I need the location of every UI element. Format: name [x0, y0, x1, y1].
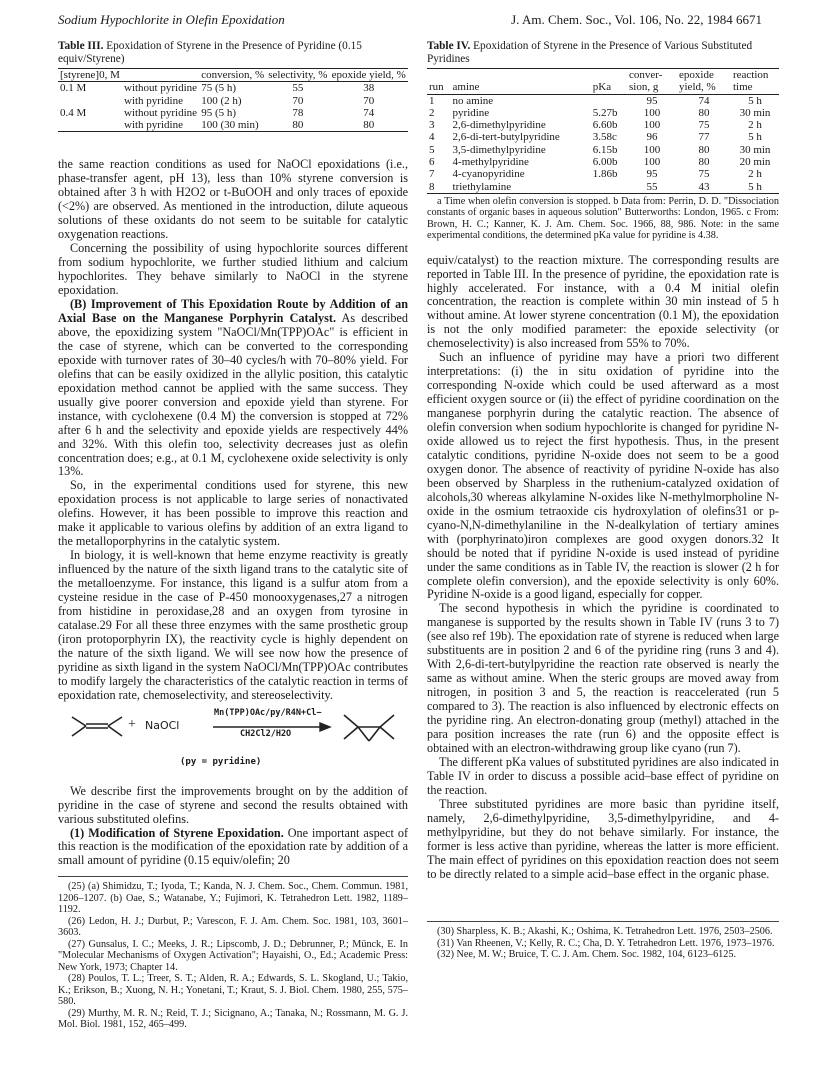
running-header [58, 12, 762, 30]
table-cell: 6.60b [592, 119, 618, 132]
right-column [427, 40, 779, 961]
table-cell: 100 [643, 156, 661, 169]
table-cell: 100 [643, 143, 661, 156]
table-cell: 100 [643, 119, 661, 132]
table-cell: without pyridine [124, 106, 198, 119]
reference: (31) Van Rheenen, V.; Kelly, R. C.; Cha, D. Y. Tetrahedron Lett. 1976, 1973–1976. [437, 937, 775, 949]
scheme-plus: + [128, 716, 136, 732]
table-iv-title: Epoxidation of Styrene in the Presence of Various Substituted Pyridines [427, 40, 753, 65]
section-heading: (B) Improvement of This Epoxidation Route by Addition of an Axial Base on the Manganese Porphyrin Catalyst. [58, 297, 408, 325]
scheme-catalyst-label: Mn(TPP)OAc/py/R4N+Cl− [214, 707, 322, 718]
table-iii-header: [styrene]0, M [58, 69, 122, 82]
reference: (26) Ledon, H. J.; Durbut, P.; Varescon, F. J. Am. Chem. Soc. 1981, 103, 3601–3603. [58, 915, 408, 939]
table-cell: 2,6-di-tert-butylpyridine [452, 131, 560, 144]
table-row [427, 181, 779, 194]
right-references [427, 921, 779, 961]
table-cell: 5 h [748, 131, 762, 144]
paragraph: We describe first the improvements brought on by the addition of pyridine in the case of styrene and second the results obtained with various substituted olefins. [58, 783, 408, 826]
table-cell: 75 [698, 119, 710, 132]
paragraph: The second hypothesis in which the pyridine is coordinated to manganese is supported by the results shown in Table IV (runs 3 to 7) (see also ref 19b). The epoxidation rate of styrene is reduced when large substituents are in position 2 and 6 of the pyridine ring (runs 3 and 4). With 2,6-di-tert-butylpyridine the reaction rate observed is nearly the same as without amine. When the steric groups are moved away from nitrogen, in position 3 and 5, the reaction is reaccelerated (run 5 compared to 3). The reaction is also influenced by electronic effects on the pyridine ring. An electron-donating group (methyl) attached in the para position increases the rate (run 6) and the opposite effect is obtained with an electron-withdrawing group like cyano (run 7). [427, 601, 779, 755]
journal-citation: J. Am. Chem. Soc., Vol. 106, No. 22, 1984 6671 [511, 12, 762, 27]
paragraph: In biology, it is well-known that heme enzyme reactivity is greatly influenced by the nature of the sixth ligand trans to the catalytic site of the metalloenzyme. For instance, this ligand is a sulfur atom from a cysteine residue in the case of P-450 monooxygenases,27 a nitrogen from histidine in peroxidase,28 and an oxygen from tyrosine in catalase.29 For all these three enzymes with the same prosthetic group (iron protoporphyrin IX), the reactivity cycle is highly dependent on the nature of the sixth ligand. We will see now how the presence of pyridine as sixth ligand in the system NaOCl/Mn(TPP)OAc contributes to modify largely the characteristics of the catalytic reaction in terms of epoxidation rate, chemoselectivity, and stereoselectivity. [58, 548, 408, 702]
paragraph: So, in the experimental conditions used for styrene, this new epoxidation process is not applicable to large series of nonactivated olefins. However, it has been possible to improve this reaction and make it applicable to various olefins by addition of an extra ligand to the metalloporphyrins in the catalytic system. [58, 478, 408, 549]
table-iii-title: Epoxidation of Styrene in the Presence of Pyridine (0.15 equiv/Styrene) [58, 40, 362, 65]
reference: (27) Gunsalus, I. C.; Meeks, J. R.; Lipscomb, J. D.; Debrunner, P.; Münck, E. In "Molecular Mechanisms of Oxygen Activation"; Hayaishi, O., Ed.; Academic Press: New York, 1973; Chapter 14. [58, 938, 408, 973]
table-cell: pyridine [452, 106, 490, 119]
table-row [427, 107, 779, 119]
table-iv-footnote: a Time when olefin conversion is stopped. b Data from: Perrin, D. D. "Dissociation constants of organic bases in aqueous solution" Butterworths: London, 1965. c From: Brown, H. C.; Kanner, K. J. Am. Chem. Soc. 1966, 88, 986. Note: in the same experimental conditions, the determined pKa value for pyridine is 4.38. [427, 195, 779, 242]
table-cell: 74 [363, 106, 375, 119]
reference: (32) Nee, M. W.; Bruice, T. C. J. Am. Chem. Soc. 1982, 104, 6123–6125. [437, 949, 737, 961]
table-iii-header: epoxide yield, % [330, 69, 408, 82]
table-cell: 5 h [731, 181, 779, 194]
table-cell: 4 [429, 131, 435, 144]
table-cell: 55 [292, 82, 304, 95]
olefin-structure-icon [72, 717, 122, 736]
table-cell: 1.86b [592, 168, 618, 181]
table-cell: triethylamine [451, 181, 591, 194]
table-cell: 2 h [748, 168, 762, 181]
table-cell: with pyridine [122, 119, 199, 132]
table-cell: 80 [698, 106, 710, 119]
table-cell: 80 [698, 156, 710, 169]
table-cell: 5.27b [592, 106, 618, 119]
table-cell: 4-methylpyridine [452, 156, 529, 169]
table-iv-header: run [427, 69, 451, 95]
table-iv-label: Table IV. [427, 40, 471, 52]
scheme-note: (py = pyridine) [180, 756, 262, 767]
table-iv-header: conver-sion, g [627, 69, 677, 95]
paragraph-text: As described above, the epoxidizing system "NaOCl/Mn(TPP)OAc" is efficient in the case of styrene, which can be converted to the corresponding epoxide with turnover rates of 30–40 cycles/h with 70–80% yield. For olefins that can be easily oxidized in the allylic position, this catalytic epoxidation method cannot be applied with the same success. They usually give poorer conversion and epoxide yield than styrene. For instance, with cyclohexene (0.4 M) the conversion is stopped at 72% after 6 h and the selectivity and epoxide yields are respectively 44% and 32%. With this olefin too, selectivity decreases just as olefin concentration does; e.g., at 0.1 M, cyclohexene oxide selectivity is only 13%. [58, 310, 408, 479]
table-iv-caption [427, 40, 779, 66]
table-cell: 5 h [748, 94, 762, 107]
table-row [58, 95, 408, 107]
table-cell: 80 [266, 119, 329, 132]
table-cell: 30 min [739, 143, 771, 156]
reference: (25) (a) Shimidzu, T.; Iyoda, T.; Kanda, N. J. Chem. Soc., Chem. Commun. 1981, 1206–1207. (b) Oae, S.; Watanabe, Y.; Fujimori, K. Tetrahedron Lett. 1982, 1189–1192. [58, 881, 408, 916]
table-iii-header: conversion, % [199, 69, 266, 82]
table-cell: 78 [292, 106, 304, 119]
table-cell: 30 min [739, 106, 771, 119]
table-row [58, 82, 408, 95]
paragraph [58, 827, 408, 869]
reference: (29) Murthy, M. R. N.; Reid, T. J.; Sicignano, A.; Tanaka, N.; Rossmann, M. G. J. Mol. Biol. 1981, 152, 465–499. [58, 1007, 408, 1031]
table-cell: 77 [698, 131, 710, 144]
table-cell: 43 [677, 181, 731, 194]
table-cell: 55 [627, 181, 677, 194]
scheme-solvent-label: CH2Cl2/H2O [240, 728, 292, 739]
table-iv-header: epoxide yield, % [677, 69, 731, 95]
table-cell: 3 [429, 119, 435, 132]
table-iv-header: pKa [591, 69, 627, 95]
table-row [427, 168, 779, 180]
paragraph [58, 298, 408, 479]
table-iv-header: amine [451, 69, 591, 95]
table-iii-label: Table III. [58, 40, 104, 52]
table-cell: 100 (2 h) [201, 94, 242, 107]
table-cell: 2 [429, 106, 435, 119]
table-cell: 5 [429, 143, 435, 156]
table-cell: 95 (5 h) [201, 106, 237, 119]
table-cell: 38 [363, 82, 375, 95]
table-row [427, 119, 779, 131]
table-cell: 100 (30 min) [199, 119, 266, 132]
table-cell: 0.1 M [60, 82, 87, 95]
table-cell [58, 95, 122, 107]
table-cell: 75 (5 h) [201, 82, 237, 95]
right-body-text [427, 254, 779, 882]
table-cell [591, 94, 627, 107]
left-column [58, 40, 408, 1031]
table-iv [427, 40, 779, 242]
paragraph-text: One important aspect of this reaction is the modification of the epoxidation rate by addition of a small amount of pyridine (0.15 equiv/olefin; 20 [58, 825, 408, 868]
paragraph: equiv/catalyst) to the reaction mixture. The corresponding results are reported in Table III. In the presence of pyridine, the epoxidation rate is highly accelerated. For instance, with a 0.4 M initial olefin concentration, the reaction is complete within 30 min instead of 5 h without amine. At lower styrene concentration (0.1 M), the epoxidation is not the only modified parameter: the epoxide selectivity (or chemoselectivity) is also increased from 55% to 70%. [427, 252, 779, 351]
paragraph: the same reaction conditions as used for NaOCl epoxidations (i.e., phase-transfer agent, pH 13), less than 10% styrene conversion is obtained after 3 h with H2O2 or t-BuOOH and only traces of epoxide (<2%) are observed. As mentioned in the introduction, dilute aqueous solutions of these oxidants do not seem to be suitable for catalytic oxygenation reactions. [58, 157, 408, 242]
table-cell: 6 [429, 156, 435, 169]
reaction-scheme [58, 707, 408, 779]
table-cell: 80 [330, 119, 408, 132]
reference: (30) Sharpless, K. B.; Akashi, K.; Oshima, K. Tetrahedron Lett. 1976, 2503–2506. [437, 926, 773, 938]
table-cell: 8 [427, 181, 451, 194]
paragraph: The different pKa values of substituted pyridines are also indicated in Table IV in order to discuss a possible acid–base effect of pyridine on the reaction. [427, 754, 779, 797]
table-cell: 95 [646, 94, 658, 107]
table-cell: 96 [646, 131, 658, 144]
table-cell: 3,5-dimethylpyridine [452, 143, 546, 156]
table-cell: 70 [363, 94, 375, 107]
table-iii-header [122, 69, 199, 82]
table-cell: 2,6-dimethylpyridine [452, 119, 546, 132]
table-iv-grid [427, 68, 779, 194]
table-iv-header: reaction time [731, 69, 779, 95]
table-row [58, 107, 408, 119]
epoxide-structure-icon [344, 715, 394, 741]
table-cell: 20 min [739, 156, 771, 169]
table-iii-header: selectivity, % [266, 69, 329, 82]
table-row [427, 156, 779, 168]
paragraph: Concerning the possibility of using hypochlorite sources different from sodium hypochlorite, we further studied lithium and calcium hypochlorites. They behave similarly to NaOCl in the styrene epoxidation. [58, 241, 408, 298]
table-cell [58, 119, 122, 132]
table-cell: without pyridine [124, 82, 198, 95]
table-iii [58, 40, 408, 132]
table-cell: 100 [643, 106, 661, 119]
table-iii-caption [58, 40, 408, 66]
table-cell: 6.00b [592, 156, 618, 169]
running-title: Sodium Hypochlorite in Olefin Epoxidation [58, 12, 285, 27]
table-cell: 7 [429, 168, 435, 181]
table-row [427, 144, 779, 156]
table-cell: 95 [646, 168, 658, 181]
left-references [58, 876, 408, 1031]
table-cell: 4-cyanopyridine [452, 168, 525, 181]
left-body-text [58, 158, 408, 868]
section-heading: (1) Modification of Styrene Epoxidation. [70, 825, 284, 840]
table-cell: 1 [429, 94, 435, 107]
table-row [58, 119, 408, 132]
table-cell: 70 [292, 94, 304, 107]
table-cell: 75 [698, 168, 710, 181]
paragraph: Three substituted pyridines are more basic than pyridine itself, namely, 2,6-dimethylpyridine, 3,5-dimethylpyridine, and 4-methylpyridine, but they do not behave similarly. For instance, the former is less active than pyridine, whereas the latter is more efficient. The main effect of pyridines on this epoxidation reaction does not seem to be directly related to a simple acid–base effect in the organic phase. [427, 796, 779, 881]
reference: (28) Poulos, T. L.; Treer, S. T.; Alden, R. A.; Edwards, S. L. Skogland, U.; Takio, K.; Erikson, B.; Xuong, N. H.; Yonetani, T.; Kraut, S. J. Biol. Chem. 1980, 255, 575–580. [58, 973, 408, 1008]
paragraph: Such an influence of pyridine may have a priori two different interpretations: (i) the in situ oxidation of pyridine into the corresponding N-oxide which could be used afterward as a most efficient oxygen source or (ii) the effect of pyridine coordination on the manganese porphyrin during the catalytic reaction. The absence of olefin conversion when sodium hypochlorite is changed for pyridine N-oxide allowed us to reject the first hypothesis. Thus, in the present catalytic conditions, pyridine N-oxide does not seem to be a good oxygen donor. The absence of reactivity of pyridine N-oxide has also been observed by Sharpless in the ruthenium-catalyzed oxidation of alcohols,30 whereas alkylamine N-oxides like N-methylmorpholine N-oxide in the osmium tetraoxide cis hydroxylation of olefins31 or p-cyano-N,N-dimethylaniline in the N-dealkylation of tertiary amines with (porphyrinato)iron complexes are good oxygen donors.32 It should be noted that if pyridine N-oxide is used instead of pyridine under the same conditions as in Table IV, the reaction is slower (2 h for complete olefin conversion), and the epoxide selectivity is only 60%. Pyridine N-oxide is a good ligand, especially for copper. [427, 350, 779, 602]
table-cell: with pyridine [124, 94, 183, 107]
table-cell: 80 [698, 143, 710, 156]
table-iii-grid [58, 68, 408, 132]
table-cell: 6.15b [592, 143, 618, 156]
table-cell: 74 [698, 94, 710, 107]
table-row [427, 131, 779, 143]
table-cell: 0.4 M [60, 106, 87, 119]
table-row [427, 94, 779, 107]
scheme-reagent: NaOCl [145, 718, 180, 732]
table-cell [591, 181, 627, 194]
table-cell: 3.58c [592, 131, 617, 144]
table-cell: 2 h [748, 119, 762, 132]
table-cell: no amine [452, 94, 494, 107]
